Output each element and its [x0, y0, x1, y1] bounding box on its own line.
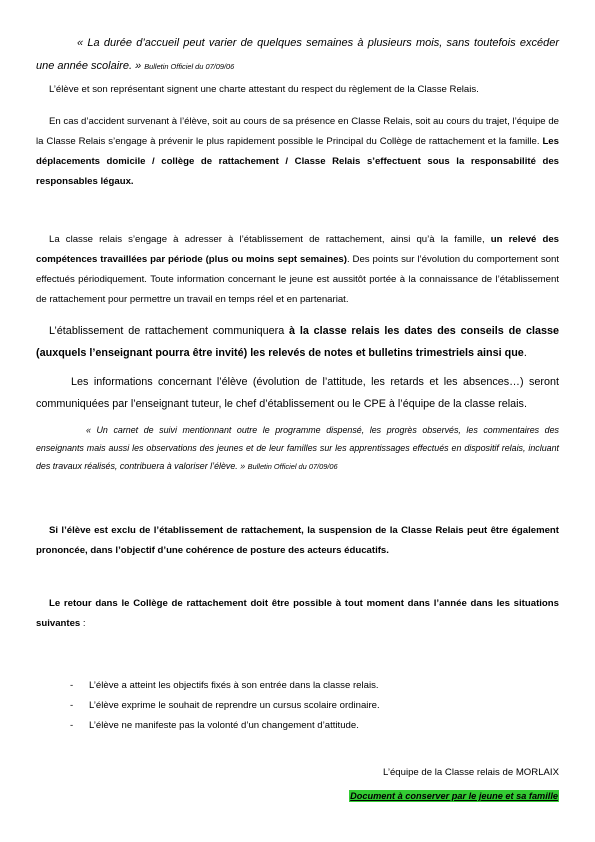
- conseils-bold-text: à la classe relais les dates des conseils de classe (auxquels l’enseignant pourra être invité) les relevés de notes et bulletins trimestriels ainsi que: [36, 325, 560, 359]
- conseils-text-1: L’établissement de rattachement communiquera: [49, 325, 285, 337]
- paragraph-exclusion: Si l’élève est exclu de l’établissement de rattachement, la suspension de la Classe Relais peut être également prononcée, dans l’objectif d’une cohérence de posture des acteurs éducatifs.: [36, 525, 559, 556]
- releve-bold-text: un relevé des compétences travaillées par période (plus ou moins sept semaines): [36, 234, 560, 265]
- signature: L’équipe de la Classe relais de MORLAIX: [383, 767, 559, 778]
- retour-bold-text: Le retour dans le Collège de rattachement doit être possible à tout moment dans l’année dans les situations suivantes: [36, 598, 559, 629]
- list-item-text: L’élève a atteint les objectifs fixés à son entrée dans la classe relais.: [89, 680, 379, 691]
- list-item-text: L’élève exprime le souhait de reprendre un cursus scolaire ordinaire.: [89, 700, 380, 711]
- paragraph-accident: [36, 112, 559, 192]
- retour-text-2: :: [80, 618, 86, 629]
- releve-text-1: La classe relais s’engage à adresser à l’établissement de rattachement, ainsi qu’à la famille,: [49, 234, 485, 245]
- releve-text-2: . Des points sur l’évolution du comportement sont effectués périodiquement. Toute information concernant le jeune est aussitôt portée à la connaissance de l’établissement de rattachement pour permettre un travail en temps réel et en partenariat.: [36, 254, 559, 305]
- list-marker: -: [70, 720, 74, 731]
- list-item: [70, 696, 550, 716]
- paragraph-retour: [36, 594, 559, 634]
- list-item-text: L’élève ne manifeste pas la volonté d’un changement d’attitude.: [89, 720, 359, 731]
- accident-text: En cas d’accident survenant à l’élève, soit au cours de sa présence en Classe Relais, soit au cours du trajet, l’équipe de la Classe Relais s’engage à prévenir le plus rapidement possible le Principal du Collège de rattachement et la famille.: [36, 116, 559, 147]
- quote2-source: Bulletin Officiel du 07/09/06: [247, 462, 338, 471]
- paragraph-charte: L’élève et son représentant signent une charte attestant du respect du règlement de la Classe Relais.: [49, 84, 479, 95]
- accident-bold-text: Les déplacements domicile / collège de rattachement / Classe Relais s’effectuent sous la responsabilité des responsables légaux.: [36, 136, 559, 187]
- list-item: [70, 676, 550, 696]
- list-marker: -: [70, 680, 74, 691]
- list-item: [70, 716, 550, 736]
- quote-text: « La durée d’accueil peut varier de quelques semaines à plusieurs mois, sans toutefois excéder une année scolaire. »: [36, 37, 559, 72]
- list-marker: -: [70, 700, 74, 711]
- quote-source: Bulletin Officiel du 07/09/06: [144, 62, 235, 71]
- paragraph-releve: [36, 230, 559, 310]
- paragraph-informations: Les informations concernant l’élève (évolution de l’attitude, les retards et les absences…) seront communiquées par l’enseignant tuteur, le chef d’établissement ou le CPE à l’équipe de la classe relais.: [36, 376, 559, 410]
- quote-duree-accueil: [36, 32, 559, 78]
- quote-carnet-suivi: [36, 421, 559, 476]
- keep-document-note: Document à conserver par le jeune et sa famille: [350, 791, 558, 801]
- conseils-text-2: .: [523, 347, 527, 359]
- situations-list: [70, 676, 550, 736]
- quote2-text: « Un carnet de suivi mentionnant outre le programme dispensé, les progrès observés, les commentaires des enseignants mais aussi les observations des jeunes et de leur familles sur les apprentissages effectués en dispositif relais, incluant des travaux réalisés, contribuera à valoriser l’élève. »: [36, 425, 559, 471]
- paragraph-conseils: [36, 320, 559, 364]
